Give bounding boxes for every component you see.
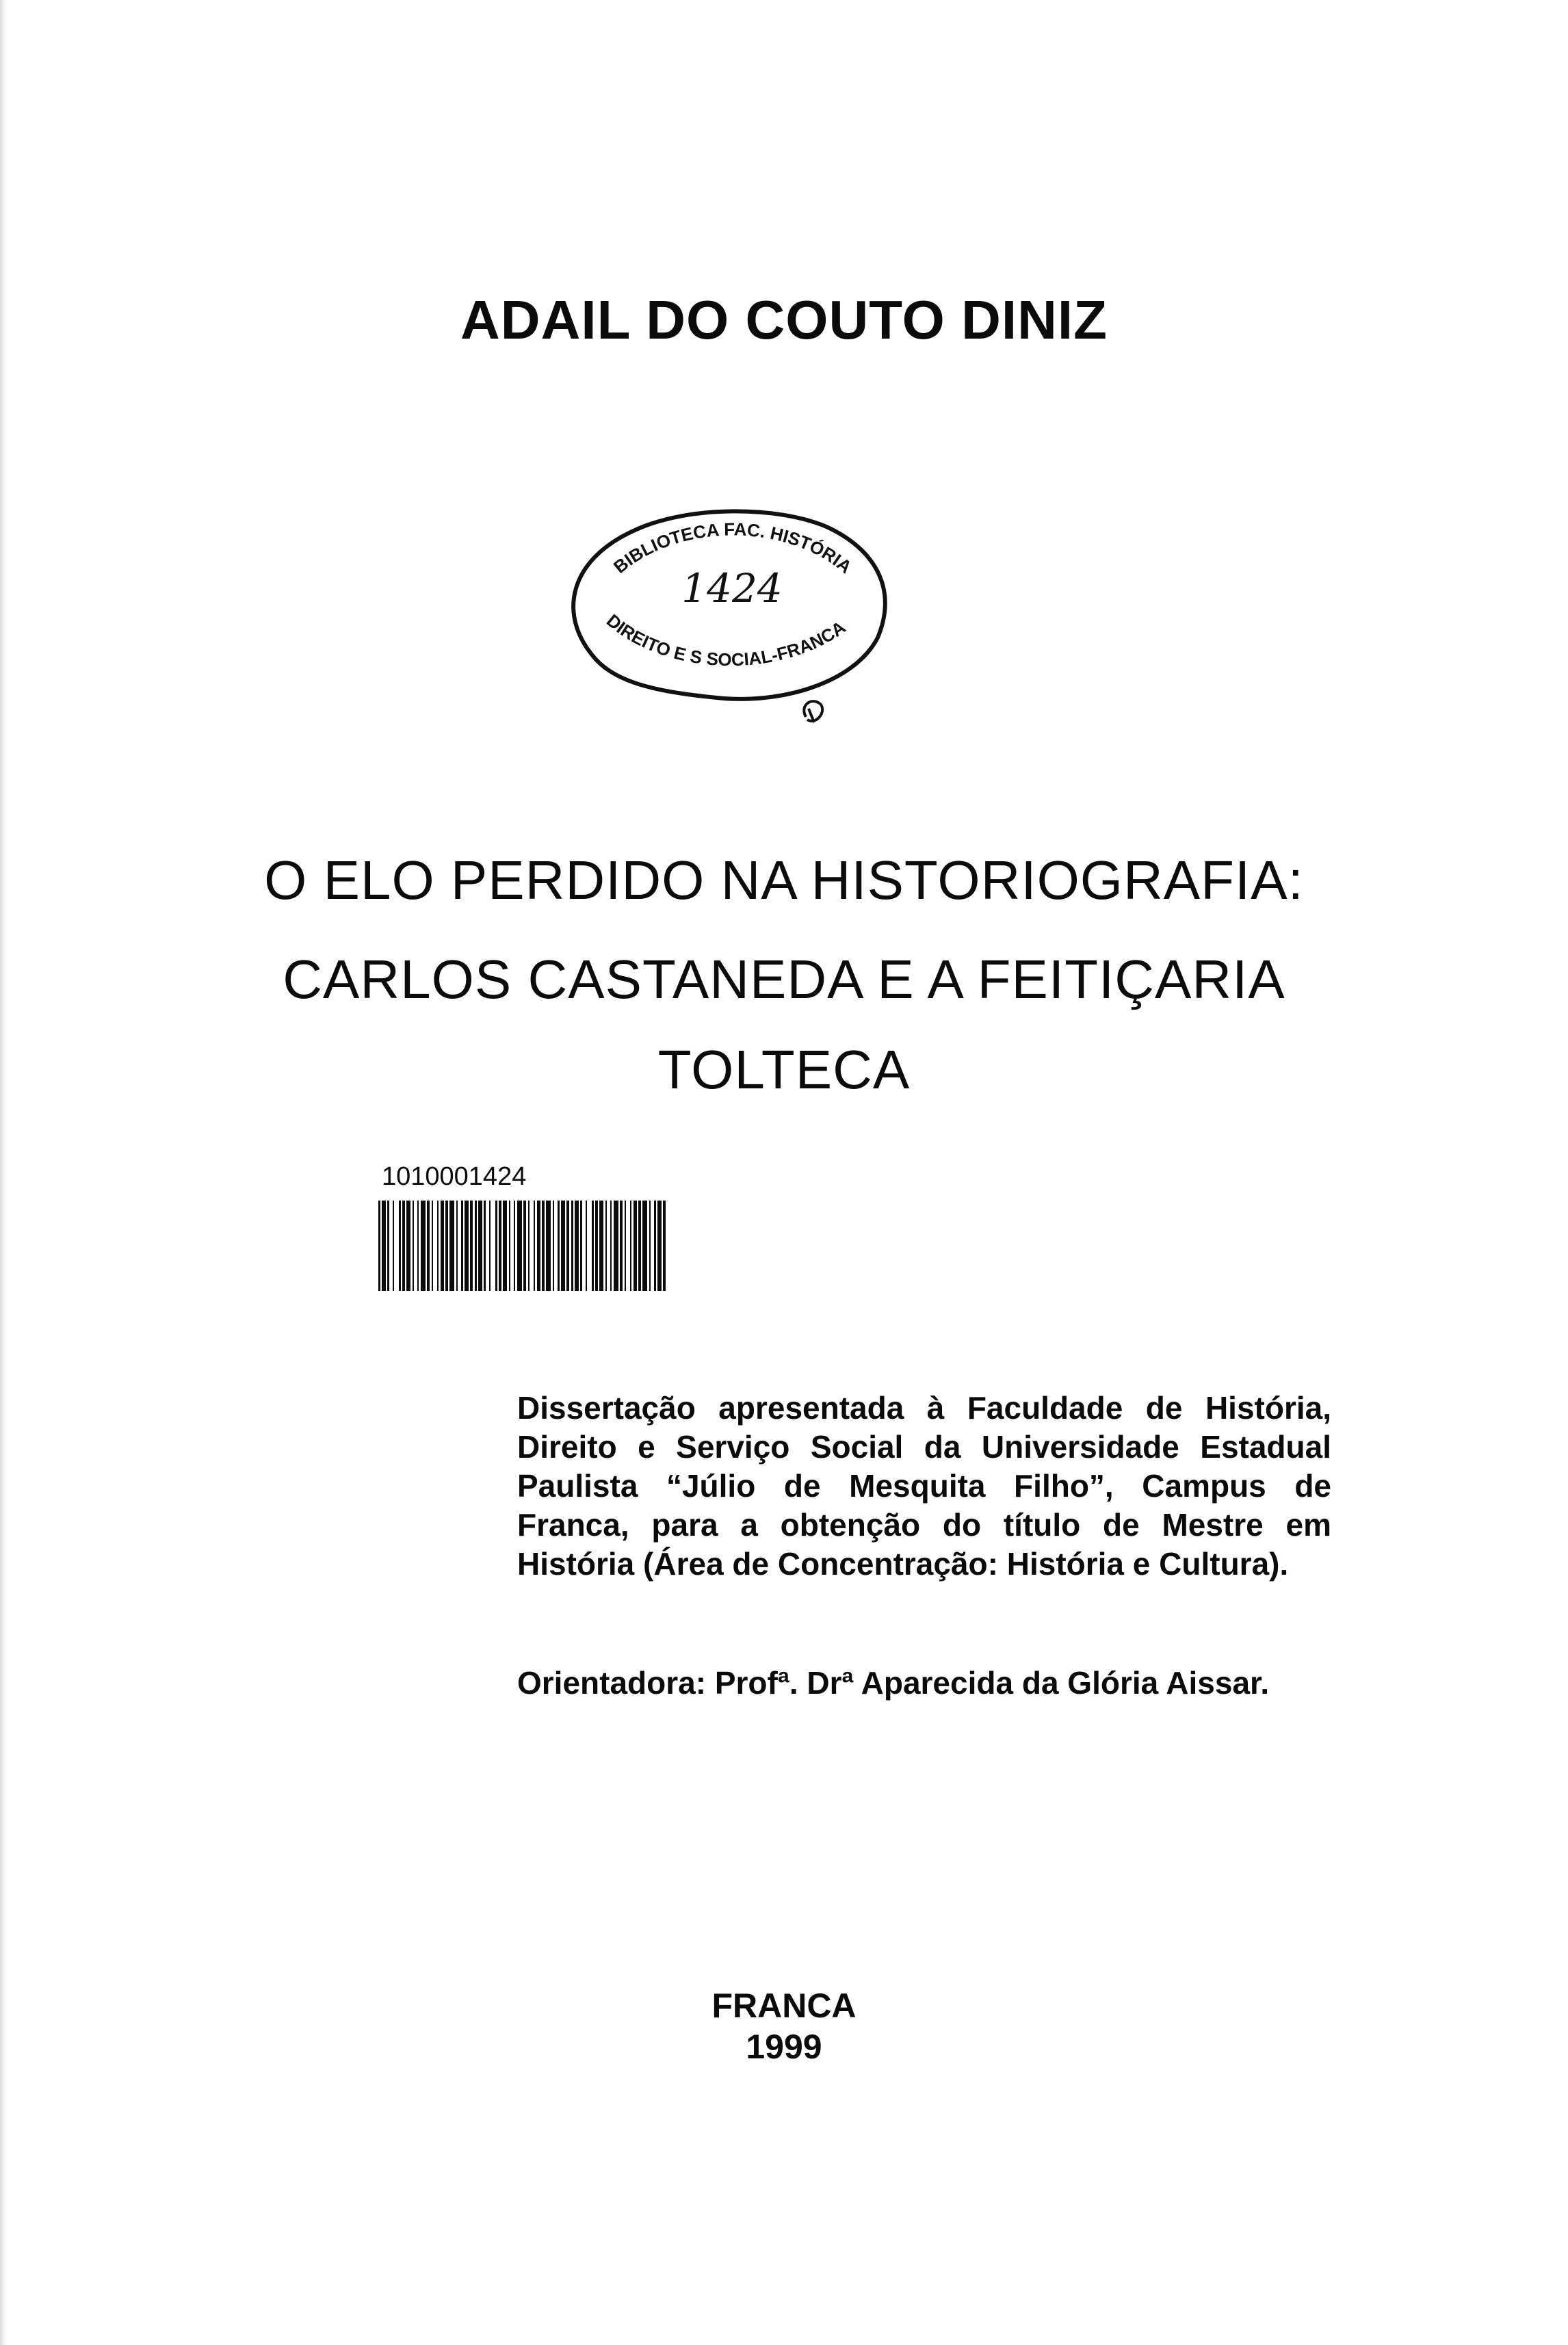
stamp-initial-mark	[804, 701, 822, 722]
barcode-bar	[638, 1201, 641, 1291]
barcode-bar	[378, 1201, 380, 1291]
barcode-bar	[399, 1201, 401, 1291]
dissertation-statement: Dissertação apresentada à Faculdade de História, Direito e Serviço Social da Universidade Estadual Paulista “Júlio de Mesquita Filho”, Campus de Franca, para a obtenção do título de Mestre em História (Área de Concentração: História e Cultura).	[517, 1390, 1331, 1582]
advisor-line: Orientadora: Profª. Drª Aparecida da Glória Aissar.	[517, 1665, 1270, 1701]
title-line-1: O ELO PERDIDO NA HISTORIOGRAFIA:	[264, 850, 1304, 911]
barcode-bar	[630, 1201, 631, 1291]
barcode-bar	[649, 1201, 651, 1291]
barcode-bar	[654, 1201, 656, 1291]
barcode-bar	[663, 1201, 666, 1291]
barcode-bar	[642, 1201, 647, 1291]
barcode-bar	[558, 1201, 560, 1291]
barcode-bar	[489, 1201, 491, 1291]
barcode-bar	[575, 1201, 579, 1291]
barcode-bar	[509, 1201, 510, 1291]
barcode-bar	[478, 1201, 482, 1291]
stamp-arc-top: BIBLIOTECA FAC. HISTÓRIA	[610, 519, 856, 577]
barcode-bar	[571, 1201, 573, 1291]
city: FRANCA	[711, 1987, 857, 2025]
barcode-bar	[445, 1201, 448, 1291]
barcode-bar	[475, 1201, 477, 1291]
barcode-bar	[605, 1201, 607, 1291]
barcode-bar	[470, 1201, 473, 1291]
barcode-bar	[449, 1201, 454, 1291]
stamp-arc-bottom: DIREITO E S SOCIAL-FRANCA	[603, 610, 850, 670]
barcode-bar	[495, 1201, 497, 1291]
barcode-bar	[432, 1201, 433, 1291]
barcode-bar	[566, 1201, 569, 1291]
author-name: ADAIL DO COUTO DINIZ	[460, 289, 1108, 350]
barcode-bar	[620, 1201, 623, 1291]
barcode-bar	[421, 1201, 426, 1291]
barcode-bar	[586, 1201, 587, 1291]
svg-text:DIREITO E S SOCIAL-FRANCA	[603, 610, 849, 670]
barcode-bar	[595, 1201, 598, 1291]
barcode-bar	[437, 1201, 439, 1291]
barcode-bar	[633, 1201, 637, 1291]
barcode-bar	[461, 1201, 463, 1291]
barcode-bar	[514, 1201, 515, 1291]
barcode-bar	[503, 1201, 507, 1291]
barcode-bar	[517, 1201, 522, 1291]
barcode-bar	[546, 1201, 551, 1291]
barcode-number: 1010001424	[382, 1162, 527, 1191]
barcode-bar	[523, 1201, 526, 1291]
barcode-bar	[417, 1201, 419, 1291]
barcode-bar	[580, 1201, 582, 1291]
title-line-2: CARLOS CASTANEDA E A FEITIÇARIA	[283, 949, 1285, 1010]
barcode-bar	[427, 1201, 430, 1291]
barcode-bar	[441, 1201, 444, 1291]
library-stamp	[553, 479, 909, 752]
barcode-bar	[561, 1201, 565, 1291]
barcode-bar	[382, 1201, 386, 1291]
barcode-bar	[614, 1201, 618, 1291]
year: 1999	[746, 2028, 822, 2066]
barcode-bar	[599, 1201, 603, 1291]
barcode-bar	[625, 1201, 626, 1291]
barcode-bar	[456, 1201, 458, 1291]
barcode-bar	[465, 1201, 469, 1291]
barcode-bar	[387, 1201, 389, 1291]
barcode-bar	[406, 1201, 410, 1291]
barcode-bar	[542, 1201, 545, 1291]
barcode-bar	[553, 1201, 554, 1291]
barcode-bar	[499, 1201, 501, 1291]
barcode-bar	[413, 1201, 414, 1291]
barcode-bar	[402, 1201, 405, 1291]
barcode-bar	[610, 1201, 612, 1291]
barcode	[378, 1201, 666, 1291]
barcode-bar	[657, 1201, 662, 1291]
barcode-bar	[528, 1201, 530, 1291]
stamp-handwritten-number: 1424	[681, 565, 783, 612]
barcode-bar	[393, 1201, 394, 1291]
barcode-bar	[537, 1201, 540, 1291]
title-line-3: TOLTECA	[657, 1039, 911, 1100]
barcode-bar	[484, 1201, 486, 1291]
barcode-bar	[592, 1201, 594, 1291]
barcode-bar	[534, 1201, 535, 1291]
